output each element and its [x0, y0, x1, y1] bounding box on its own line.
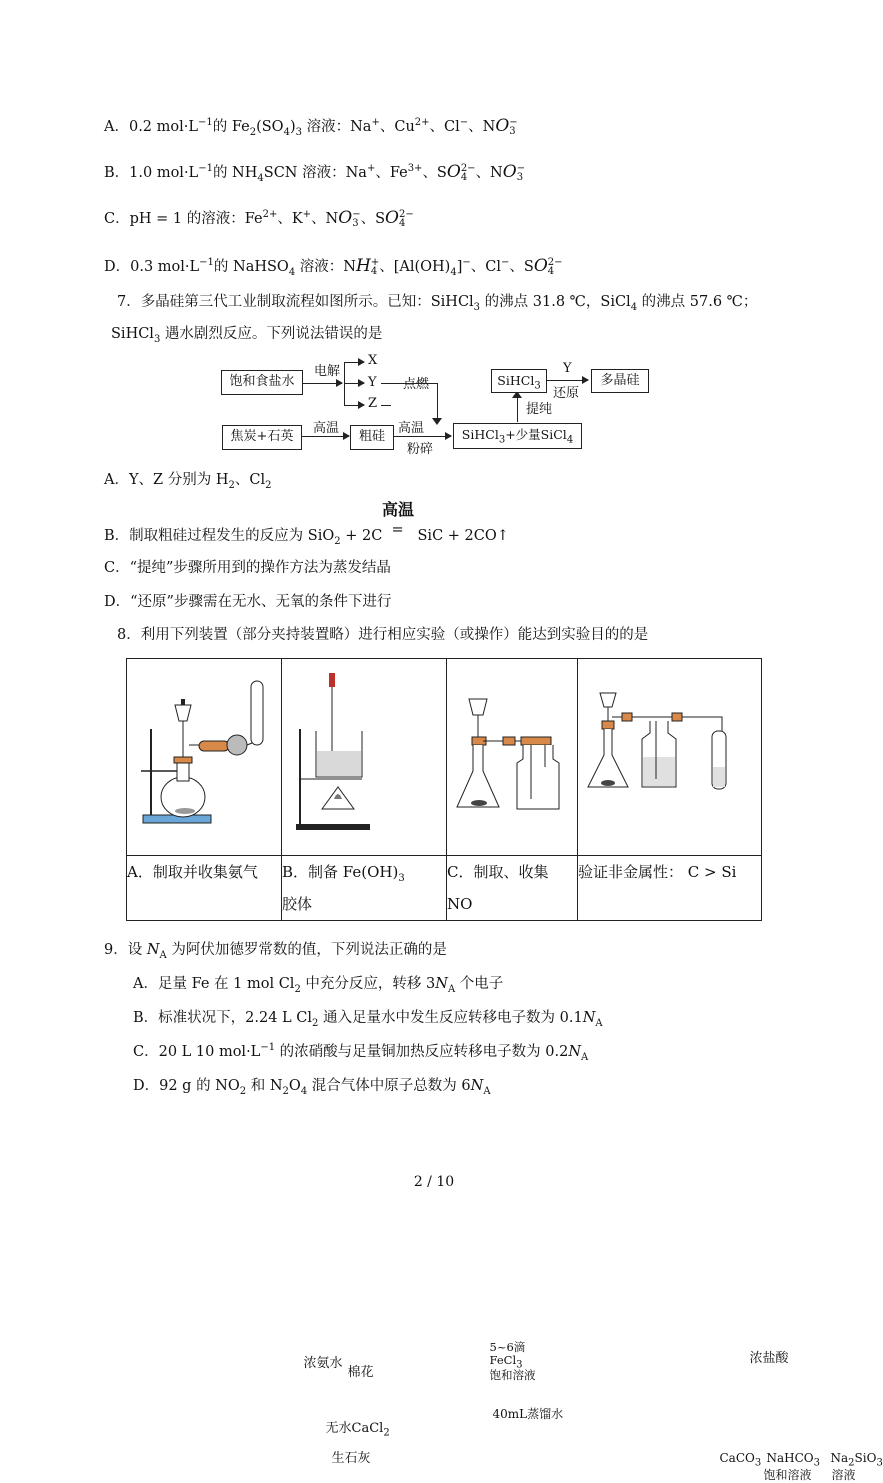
fig-d-label-na2sio3: $Na_2SiO_3$ [830, 1450, 883, 1468]
q7-option-a: A．Y、Z 分别为 $H_2$、$Cl_2$ [104, 472, 272, 491]
fig-a-label-conc-ammonia: 浓氨水 [303, 1355, 343, 1371]
q7-option-c: C．“提纯”步骤所用到的操作方法为蒸发结晶 [104, 560, 391, 576]
q6-option-b: B．1.0 $mol\cdot L^{-1}$的 $NH_4SCN$ 溶液：Na+、$Fe^{3+}$、SO2− 4 、NO− 3 [104, 162, 526, 184]
q9-option-b: B．标准状况下，2.24 L $Cl_2$ 通入足量水中发生反应转移电子数为 $0.1N_A$ [133, 1010, 603, 1029]
q9-stem: 9．设 $N_A$ 为阿伏加德罗常数的值，下列说法正确的是 [104, 942, 447, 961]
fig-b-label-water: 40mL蒸馏水 [492, 1406, 564, 1421]
flow-line-purify [517, 395, 518, 422]
q8-figure-c [447, 659, 578, 856]
flow-arrowhead-down [432, 418, 442, 425]
flow-arrow-coke [301, 436, 349, 437]
q8-caption-d: 验证非金属性： C > Si [578, 856, 762, 921]
flow-line-y-right [381, 383, 437, 384]
fig-d-label-saturated: 饱和溶液 [763, 1467, 812, 1482]
flow-arrow-crude [393, 436, 451, 437]
q7-stem-line1: 7．多晶硅第三代工业制取流程如图所示。已知：SiHCl$_3$ 的沸点 31.8 ℃，SiCl$_4$ 的沸点 57.6 ℃； [117, 294, 758, 313]
flow-line-z [381, 405, 391, 406]
fig-b-label-drops: 5~6滴 [489, 1339, 526, 1354]
q8-stem: 8．利用下列装置（部分夹持装置略）进行相应实验（或操作）能达到实验目的的是 [117, 627, 649, 643]
flow-arrow-brine [302, 383, 342, 384]
flow-product-y: Y [368, 375, 377, 390]
flow-label-reduce: 还原 [553, 386, 580, 401]
flow-box-polysilicon: 多晶硅 [591, 369, 649, 393]
flow-label-hightemp-1: 高温 [313, 421, 340, 436]
flow-arrow-x [344, 362, 364, 363]
fig-d-label-solution: 溶液 [831, 1467, 856, 1482]
fig-d-label-nahco3: NaHCO$_3$ [766, 1450, 821, 1468]
q7-option-d: D．“还原”步骤需在无水、无氧的条件下进行 [104, 594, 392, 610]
page-number: 2 / 10 [413, 1174, 455, 1190]
ammonia-apparatus-illustration [127, 659, 281, 851]
flow-box-crude-silicon: 粗硅 [350, 425, 394, 450]
fig-d-label-hcl: 浓盐酸 [749, 1350, 789, 1366]
nonmetal-apparatus-illustration [578, 659, 761, 851]
fig-b-label-fecl3: FeCl$_3$ [489, 1352, 523, 1370]
flow-product-x: X [368, 353, 378, 368]
flow-label-ignite: 点燃 [403, 377, 430, 392]
flow-arrow-z [344, 405, 364, 406]
flow-product-z: Z [368, 396, 378, 411]
q9-option-c: C．20 L 10 $mol\cdot L^{-1}$ 的浓硝酸与足量铜加热反应转移电子数为 $0.2N_A$ [133, 1042, 589, 1063]
no-apparatus-illustration [447, 659, 577, 851]
flow-label-hightemp-2: 高温 [398, 421, 425, 436]
q6-option-c: C．pH = 1 的溶液：$Fe^{2+}$、K+、NO− 3 、SO2− 4 [104, 208, 414, 229]
q7-option-b-condition: 高温 [382, 500, 415, 519]
fig-d-label-caco3: CaCO$_3$ [719, 1450, 762, 1468]
flow-arrow-y [344, 383, 364, 384]
q6-option-d: D．0.3 $mol\cdot L^{-1}$的 NaHSO$_4$ 溶液：NH+ 4 、$[Al(OH)_4]^-$、Cl−、SO2− 4 [104, 256, 563, 278]
q9-option-d: D．92 g 的 $NO_2$ 和 $N_2O_4$ 混合气体中原子总数为 $6N_A$ [133, 1078, 491, 1097]
fig-b-label-saturated: 饱和溶液 [489, 1367, 536, 1382]
flow-box-coke-quartz: 焦炭+石英 [222, 425, 302, 450]
fig-a-label-cotton: 棉花 [347, 1364, 374, 1380]
q9-option-a: A．足量 Fe 在 1 mol $Cl_2$ 中充分反应，转移 $3N_A$ 个电子 [133, 976, 504, 995]
flow-box-sihcl3: SiHCl$_3$ [491, 369, 547, 393]
flow-box-mixture: SiHCl$_3$+少量SiCl$_4$ [453, 423, 582, 449]
flow-arrow-reduce [546, 380, 588, 381]
flow-label-crush: 粉碎 [407, 442, 434, 457]
flow-label-electrolysis: 电解 [314, 364, 341, 379]
q7-stem-line2: SiHCl$_3$ 遇水剧烈反应。下列说法错误的是 [111, 326, 383, 345]
colloid-apparatus-illustration [282, 659, 446, 851]
flow-label-purify: 提纯 [526, 402, 553, 417]
fig-a-label-cacl2: 无水CaCl$_2$ [325, 1420, 390, 1439]
q6-option-a: A．0.2 $mol\cdot L^{-1}$的 $Fe_2(SO_4)_3$ 溶液：Na+、$Cu^{2+}$、Cl−、NO− 3 [104, 116, 518, 138]
flow-box-brine: 饱和食盐水 [221, 370, 303, 395]
q8-caption-a: A．制取并收集氨气 [127, 856, 282, 921]
flow-label-y-reagent: Y [563, 361, 572, 376]
fig-a-label-quicklime: 生石灰 [331, 1450, 371, 1466]
q8-caption-b: B．制备 $Fe(OH)_3$ 胶体 [282, 856, 447, 921]
flow-line-y-down [437, 383, 438, 423]
q7-option-b: B．制取粗硅过程发生的反应为 SiO$_2$ + 2C = SiC + 2CO↑ [104, 522, 509, 547]
q8-caption-c: C．制取、收集 NO [447, 856, 578, 921]
